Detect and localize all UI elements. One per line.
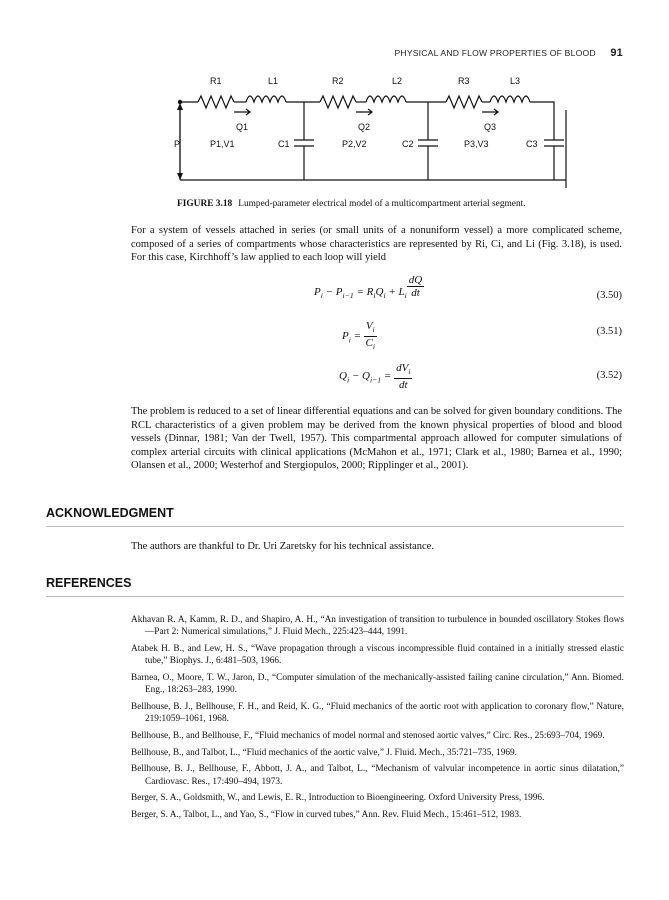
label-node-1: P1,V1: [210, 139, 235, 149]
running-header: [100, 47, 623, 59]
reference-item: Barnea, O., Moore, T. W., Jaron, D., “Computer simulation of the mechanically-assisted failing canine circulation,” Ann. Biomed. Eng., 18:263–283, 1990.: [131, 673, 624, 696]
label-r3: R3: [458, 76, 470, 86]
circuit-diagram: [170, 70, 580, 198]
figure-label: FIGURE 3.18: [177, 199, 233, 209]
cap-branch-3: [544, 110, 564, 180]
reference-item: Bellhouse, B. J., Bellhouse, F., Abbott, J. A., and Talbot, L., “Mechanism of valvular incompetence in aortic sinus dilatation,” Cardiovasc. Res., 17:490–494, 1973.: [131, 764, 624, 787]
wire-l3-end: [530, 102, 554, 110]
resistor-r3: [446, 96, 482, 108]
equation-3-52-expr: $Q_i - Q_{i-1}$ = $\frac{dV_i}{dt}$: [339, 362, 411, 392]
label-r1: R1: [210, 76, 222, 86]
cap-branch-2: [418, 102, 438, 180]
equation-3-51: [131, 318, 622, 352]
acknowledgment-heading: ACKNOWLEDGMENT: [46, 506, 624, 527]
resistor-r2: [320, 96, 356, 108]
equation-3-51-expr: $P_i$ = $\frac{V_i}{C_i}$: [342, 320, 375, 352]
label-c2: C2: [402, 139, 414, 149]
equation-3-50: [131, 274, 622, 312]
circuit-wires: [180, 96, 566, 188]
equation-3-50-expr: $P_i - P_{i-1} = R_iQ_i + L_i$ $\frac{dQ}{dt}$: [314, 274, 423, 301]
reference-item: Berger, S. A., Talbot, L., and Yao, S., “Flow in curved tubes,” Ann. Rev. Fluid Mech., 15:461–512, 1983.: [131, 809, 522, 820]
paragraph-compartmental: The problem is reduced to a set of linear differential equations and can be solved for given boundary conditions. The RCL characteristics of a given problem may be derived from the known physical properties of blood and blood vessels (Dinnar, 1981; Van der Twell, 1957). This compartmental approach allowed for computer simulations of complex arterial circuits with clinical applications (McMahon et al., 1971; Clark et al., 1980; Barnea et al., 1990; Olansen et al., 2000; Westerhof and Stergiopulos, 2000; Ripplinger et al., 2001).: [131, 406, 622, 472]
acknowledgment-text: The authors are thankful to Dr. Uri Zaretsky for his technical assistance.: [131, 541, 434, 552]
reference-item: Bellhouse, B., and Talbot, L., “Fluid mechanics of the aortic valve,” J. Fluid. Mech., 35:721–735, 1969.: [131, 747, 517, 758]
running-title: PHYSICAL AND FLOW PROPERTIES OF BLOOD: [394, 48, 596, 58]
equation-3-52-number: (3.52): [596, 370, 622, 381]
reference-item: Akhavan R. A, Kamm, R. D., and Shapiro, A. H., “An investigation of transition to turbulence in bounded oscillatory Stokes flows—Part 2: Numerical simulations,” J. Fluid Mech., 225:423–444, 1991.: [131, 615, 624, 638]
figure-caption: [177, 199, 617, 209]
label-l2: L2: [392, 76, 403, 86]
figure-caption-text: Lumped-parameter electrical model of a multicompartment arterial segment.: [238, 199, 526, 209]
inductor-l1: [246, 96, 286, 102]
page-number: 91: [610, 47, 623, 59]
reference-list: [131, 614, 624, 825]
reference-item: Bellhouse, B. J., Bellhouse, F. H., and Reid, K. G., “Fluid mechanics of the aortic root with application to coronary flow,” Nature, 219:1059–1061, 1968.: [131, 702, 624, 725]
arrowhead-bottom: [177, 173, 183, 180]
flow-arrow-1: [234, 109, 250, 115]
label-c3: C3: [526, 139, 538, 149]
equation-3-52: [131, 362, 622, 392]
references-heading: REFERENCES: [46, 576, 624, 597]
label-q3: Q3: [484, 122, 497, 132]
label-c1: C1: [278, 139, 290, 149]
paragraph-intro: For a system of vessels attached in series (or small units of a nonuniform vessel) a more complicated scheme, composed of a series of compartments whose characteristics are represented by Ri, Ci, and Li (Fig. 3.18), is used. For this case, Kirchhoff’s law applied to each loop will yield: [131, 225, 622, 264]
reference-item: Berger, S. A., Goldsmith, W., and Lewis, E. R., Introduction to Bioengineering. Oxford University Press, 1996.: [131, 793, 545, 804]
reference-item: Atabek H. B., and Lew, H. S., “Wave propagation through a viscous incompressible fluid contained in a initially stressed elastic tube,” Biophys. J., 6:481–503, 1966.: [131, 644, 624, 667]
flow-arrow-2: [356, 109, 372, 115]
flow-arrow-3: [482, 109, 498, 115]
label-p: P: [174, 139, 181, 149]
arrowhead-top: [177, 103, 183, 110]
equation-3-50-number: (3.50): [596, 290, 622, 301]
cap-branch-1: [294, 102, 314, 180]
label-r2: R2: [332, 76, 344, 86]
label-node-3: P3,V3: [464, 139, 489, 149]
label-node-2: P2,V2: [342, 139, 367, 149]
reference-item: Bellhouse, B., and Bellhouse, F., “Fluid mechanics of model normal and stenosed aortic valves,” Circ. Res., 25:693–704, 1969.: [131, 731, 605, 741]
label-q2: Q2: [358, 122, 371, 132]
resistor-r1: [198, 96, 234, 108]
equation-3-51-number: (3.51): [596, 326, 622, 337]
inductor-l3: [490, 96, 530, 102]
label-l1: L1: [268, 76, 279, 86]
inductor-l2: [366, 96, 406, 102]
label-q1: Q1: [236, 122, 249, 132]
label-l3: L3: [510, 76, 521, 86]
